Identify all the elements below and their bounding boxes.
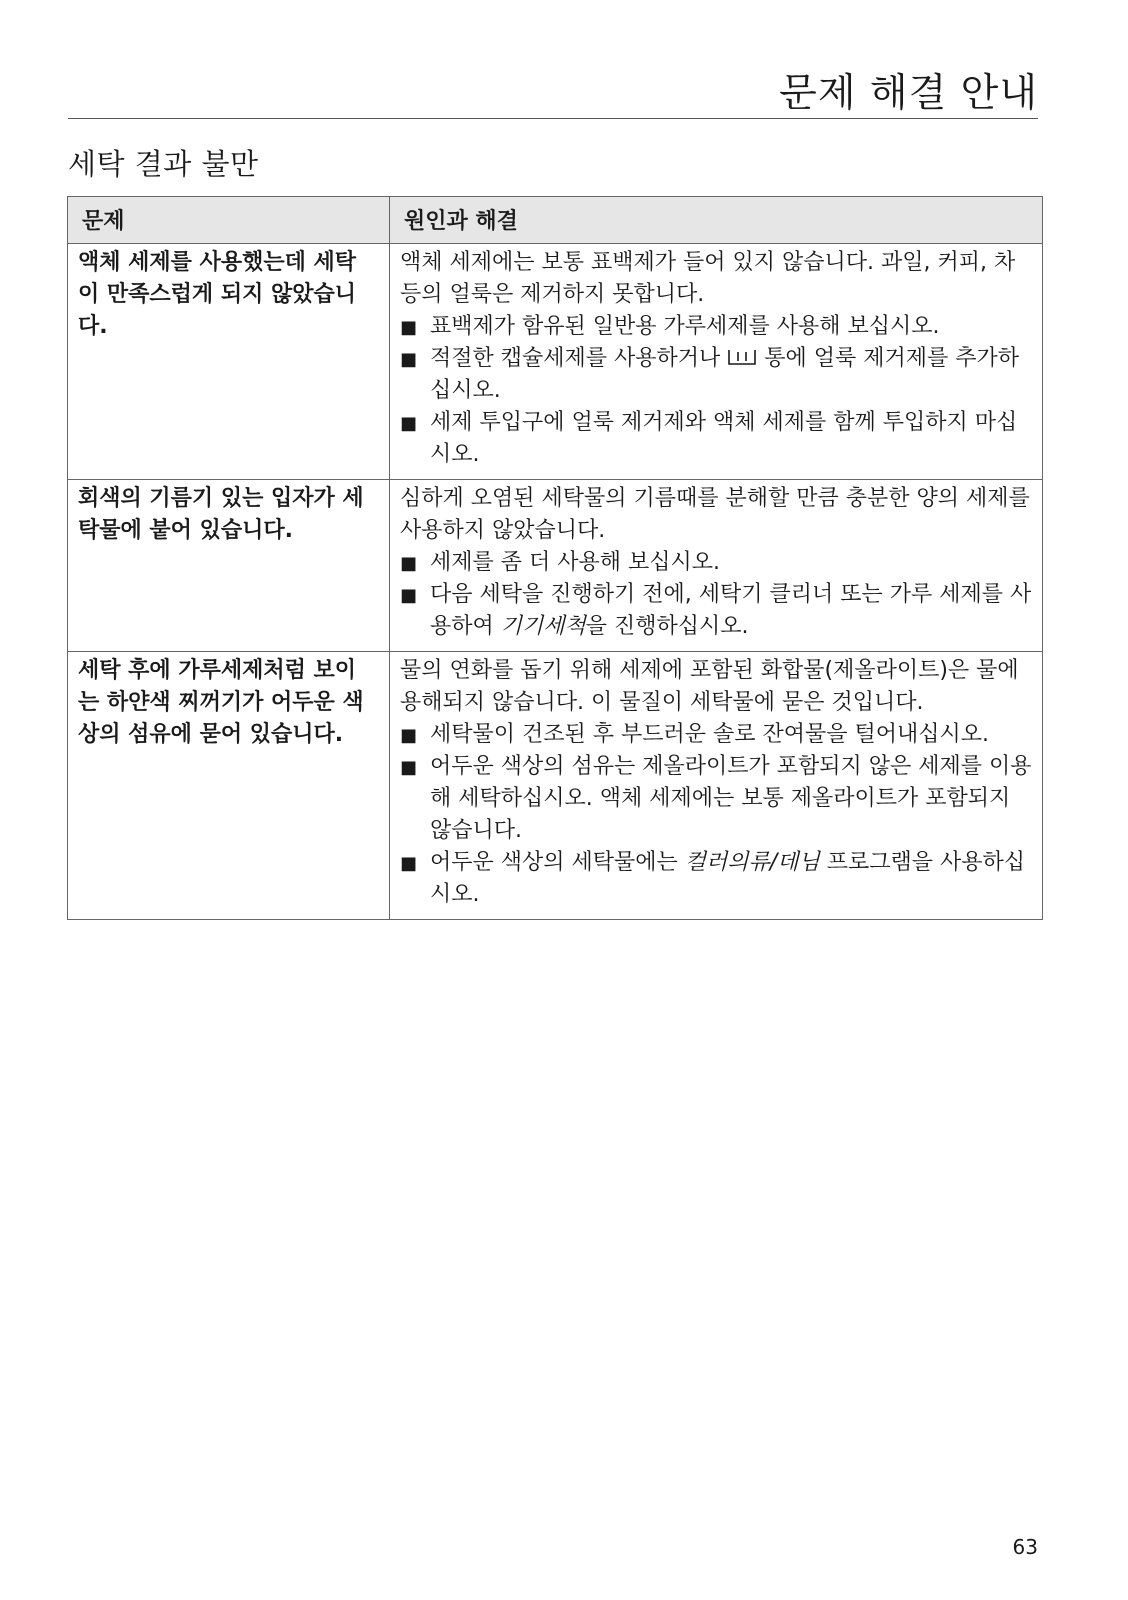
problem-cell: 회색의 기름기 있는 입자가 세탁물에 붙어 있습니다. [68,480,390,652]
cause-solution-cell [390,244,1043,480]
solution-item [400,847,1034,911]
problem-cell: 세탁 후에 가루세제처럼 보이는 하얀색 찌꺼기가 어두운 색상의 섬유에 묻어 있습니다. [68,652,390,920]
bullet-icon: ■ [400,757,418,778]
table-header-row [68,197,1043,244]
table-row [68,244,1043,480]
cause-solution-cell [390,652,1043,920]
solution-text: 세제 투입구에 얼룩 제거제와 액체 세제를 함께 투입하지 마십시오. [430,410,1018,467]
cause-text: 물의 연화를 돕기 위해 세제에 포함된 화합물(제올라이트)은 물에 용해되지 않습니다. 이 물질이 세탁물에 묻은 것입니다. [400,658,1019,715]
program-name: 기기세척 [500,614,586,639]
bullet-icon: ■ [400,349,418,370]
solution-list [400,311,1034,471]
solution-list [400,547,1034,643]
table-row [68,480,1043,652]
detergent-compartment-icon [727,346,757,371]
bullet-icon: ■ [400,725,418,746]
bullet-icon: ■ [400,853,418,874]
solution-list [400,719,1034,911]
solution-item [400,407,1034,471]
solution-text: 적절한 캡슐세제를 사용하거나 [430,346,728,371]
solution-item [400,751,1034,847]
solution-item [400,547,1034,579]
solution-text: 세제를 좀 더 사용해 보십시오. [430,550,720,575]
solution-item [400,311,1034,343]
solution-text: 표백제가 함유된 일반용 가루세제를 사용해 보십시오. [430,314,940,339]
solution-text: 세탁물이 건조된 후 부드러운 솔로 잔여물을 털어내십시오. [430,722,990,747]
solution-text: 어두운 색상의 섬유는 제올라이트가 포함되지 않은 세제를 이용해 세탁하십시오. 액체 세제에는 보통 제올라이트가 포함되지 않습니다. [430,754,1032,843]
page-number: 63 [1012,1535,1038,1559]
solution-text: 다음 세탁을 진행하기 전에, 세탁기 클리너 또는 가루 세제를 사용하여 [430,582,1032,639]
section-title: 세탁 결과 불만 [68,147,259,181]
page-title: 문제 해결 안내 [779,71,1038,116]
bullet-icon: ■ [400,553,418,574]
cause-solution-cell [390,480,1043,652]
cause-text: 심하게 오염된 세탁물의 기름때를 분해할 만큼 충분한 양의 세제를 사용하지 않았습니다. [400,486,1030,543]
solution-text: 통에 얼룩 제거제를 추가하십시오. [430,346,1020,403]
bullet-icon: ■ [400,585,418,606]
solution-item [400,719,1034,751]
bullet-icon: ■ [400,413,418,434]
cause-text: 액체 세제에는 보통 표백제가 들어 있지 않습니다. 과일, 커피, 차 등의 얼룩은 제거하지 못합니다. [400,250,1016,307]
program-name: 컬러의류/데님 [684,850,820,875]
solution-text: 을 진행하십시오. [585,614,749,639]
bullet-icon: ■ [400,317,418,338]
solution-item [400,579,1034,643]
column-header-cause-solution: 원인과 해결 [390,197,1043,244]
solution-text: 어두운 색상의 세탁물에는 [430,850,685,875]
column-header-problem: 문제 [68,197,390,244]
table-row [68,652,1043,920]
solution-text: 프로그램을 사용하십시오. [430,850,1025,907]
solution-item [400,343,1034,407]
troubleshooting-table [67,196,1043,920]
page-header [68,58,1038,119]
problem-cell: 액체 세제를 사용했는데 세탁이 만족스럽게 되지 않았습니다. [68,244,390,480]
